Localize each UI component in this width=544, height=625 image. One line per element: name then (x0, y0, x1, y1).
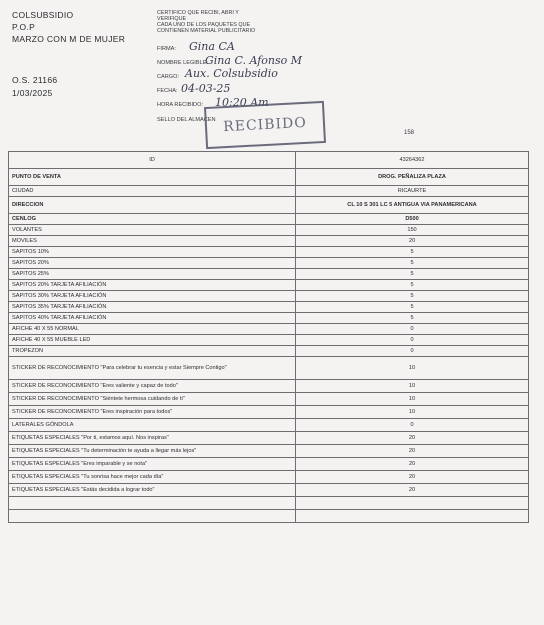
nombre-value: Gina C. Afonso M (205, 54, 303, 67)
item-value: 5 (296, 258, 529, 269)
item-value: 10 (296, 380, 529, 393)
table-row (9, 313, 529, 324)
table-row (9, 380, 529, 393)
item-label: STICKER DE RECONOCIMIENTO "Para celebrar tu esencia y estar Siempre Contigo" (9, 357, 296, 380)
item-label: TROPEZON (9, 346, 296, 357)
item-value: 20 (296, 432, 529, 445)
table-row (9, 169, 529, 186)
item-label (9, 497, 296, 510)
item-label: MOVILES (9, 236, 296, 247)
certification-text (157, 10, 307, 34)
item-value: 5 (296, 247, 529, 258)
table-row (9, 346, 529, 357)
item-label: SAPITOS 25% (9, 269, 296, 280)
table-row (9, 324, 529, 335)
item-label: PUNTO DE VENTA (9, 169, 296, 186)
item-value: 10 (296, 357, 529, 380)
item-label: STICKER DE RECONOCIMIENTO "Eres valiente y capaz de todo" (9, 380, 296, 393)
table-row (9, 291, 529, 302)
item-value: 43264362 (296, 152, 529, 169)
order-date: 1/03/2025 (12, 88, 53, 98)
table-row (9, 471, 529, 484)
item-value: 10 (296, 406, 529, 419)
table-row (9, 419, 529, 432)
cargo-label: CARGO: (157, 74, 180, 80)
table-row (9, 432, 529, 445)
table-row (9, 258, 529, 269)
item-value: CL 10 S 301 LC 5 ANTIGUA VIA PANAMERICANA (296, 197, 529, 214)
item-value: 5 (296, 313, 529, 324)
pop-label: P.O.P (12, 22, 36, 32)
item-value: 0 (296, 324, 529, 335)
fecha-label: FECHA: (157, 88, 178, 94)
item-value: 20 (296, 458, 529, 471)
item-value: 5 (296, 291, 529, 302)
certify-line: CADA UNO DE LOS PAQUETES QUE (157, 22, 251, 28)
hora-label: HORA RECIBIDO: (157, 102, 204, 108)
item-label: ETIQUETAS ESPECIALES "Eres imparable y se nota" (9, 458, 296, 471)
sender-block (12, 9, 125, 45)
item-label: ETIQUETAS ESPECIALES "Tu determinación te ayuda a llegar más lejos" (9, 445, 296, 458)
item-value: 0 (296, 346, 529, 357)
table-row (9, 302, 529, 313)
nombre-label: NOMBRE LEGIBLE: (157, 60, 208, 66)
cargo-value: Aux. Colsubsidio (185, 67, 278, 80)
item-value: 150 (296, 225, 529, 236)
table-row (9, 406, 529, 419)
page-number: 158 (404, 130, 415, 136)
item-label: SAPITOS 35% TARJETA AFILIACIÓN (9, 302, 296, 313)
item-value: DROG. PEÑALIZA PLAZA (296, 169, 529, 186)
table-row (9, 335, 529, 346)
delivery-table (8, 151, 529, 523)
item-label: SAPITOS 10% (9, 247, 296, 258)
table-row (9, 445, 529, 458)
item-label: SAPITOS 30% TARJETA AFILIACIÓN (9, 291, 296, 302)
item-label: VOLANTES (9, 225, 296, 236)
table-row (9, 269, 529, 280)
order-block (12, 74, 57, 100)
item-value (296, 510, 529, 523)
table-row (9, 236, 529, 247)
item-label: STICKER DE RECONOCIMIENTO "Eres inspiración para todos" (9, 406, 296, 419)
firma-label: FIRMA: (157, 46, 176, 52)
item-value: 10 (296, 393, 529, 406)
certify-line: CONTIENEN MATERIAL PUBLICITARIO (157, 28, 256, 34)
table-row (9, 484, 529, 497)
item-label: ETIQUETAS ESPECIALES "Estás decidida a lograr todo" (9, 484, 296, 497)
item-value: 20 (296, 445, 529, 458)
item-label: STICKER DE RECONOCIMIENTO "Siéntete hermosa cuidando de ti" (9, 393, 296, 406)
order-number: O.S. 21166 (12, 75, 58, 85)
campaign-name: MARZO CON M DE MUJER (12, 34, 126, 44)
item-label: ETIQUETAS ESPECIALES "Tu sonrisa hace mejor cada día" (9, 471, 296, 484)
item-value: 5 (296, 269, 529, 280)
item-value: RICAURTE (296, 186, 529, 197)
table-row (9, 247, 529, 258)
firma-signature: Gina CA (189, 40, 235, 53)
item-value: 0 (296, 419, 529, 432)
fecha-value: 04-03-25 (181, 82, 231, 95)
item-label: CENLOG (9, 214, 296, 225)
table-row (9, 186, 529, 197)
certify-line: CERTIFICO QUE RECIBI, ABRI Y (157, 10, 239, 16)
table-row (9, 225, 529, 236)
item-label: ETIQUETAS ESPECIALES "Por ti, estamos aquí. Nos inspiras" (9, 432, 296, 445)
sello-label: SELLO DEL ALMACEN (157, 117, 216, 123)
item-label: AFICHE 40 X 55 MUEBLE LED (9, 335, 296, 346)
certify-line: VERIFIQUE (157, 16, 187, 22)
item-label: SAPITOS 20% (9, 258, 296, 269)
table-row (9, 393, 529, 406)
item-label (9, 510, 296, 523)
item-value: 5 (296, 280, 529, 291)
table-row (9, 510, 529, 523)
table-row (9, 357, 529, 380)
item-value: 20 (296, 484, 529, 497)
table-row (9, 280, 529, 291)
hora-value: 10:20 Am (215, 96, 269, 109)
item-label: DIRECCION (9, 197, 296, 214)
table-row (9, 152, 529, 169)
item-value: 20 (296, 236, 529, 247)
item-value: 0 (296, 335, 529, 346)
org-name: COLSUBSIDIO (12, 10, 74, 20)
table-row (9, 497, 529, 510)
item-label: CIUDAD (9, 186, 296, 197)
item-label: LATERALES GÓNDOLA (9, 419, 296, 432)
item-value: 20 (296, 471, 529, 484)
item-value: D500 (296, 214, 529, 225)
table-row (9, 197, 529, 214)
item-label: SAPITOS 40% TARJETA AFILIACIÓN (9, 313, 296, 324)
item-label: ID (9, 152, 296, 169)
received-stamp: RECIBIDO (204, 101, 326, 149)
item-value (296, 497, 529, 510)
item-label: AFICHE 40 X 55 NORMAL (9, 324, 296, 335)
item-value: 5 (296, 302, 529, 313)
item-label: SAPITOS 20% TARJETA AFILIACIÓN (9, 280, 296, 291)
table-row (9, 458, 529, 471)
table-row (9, 214, 529, 225)
